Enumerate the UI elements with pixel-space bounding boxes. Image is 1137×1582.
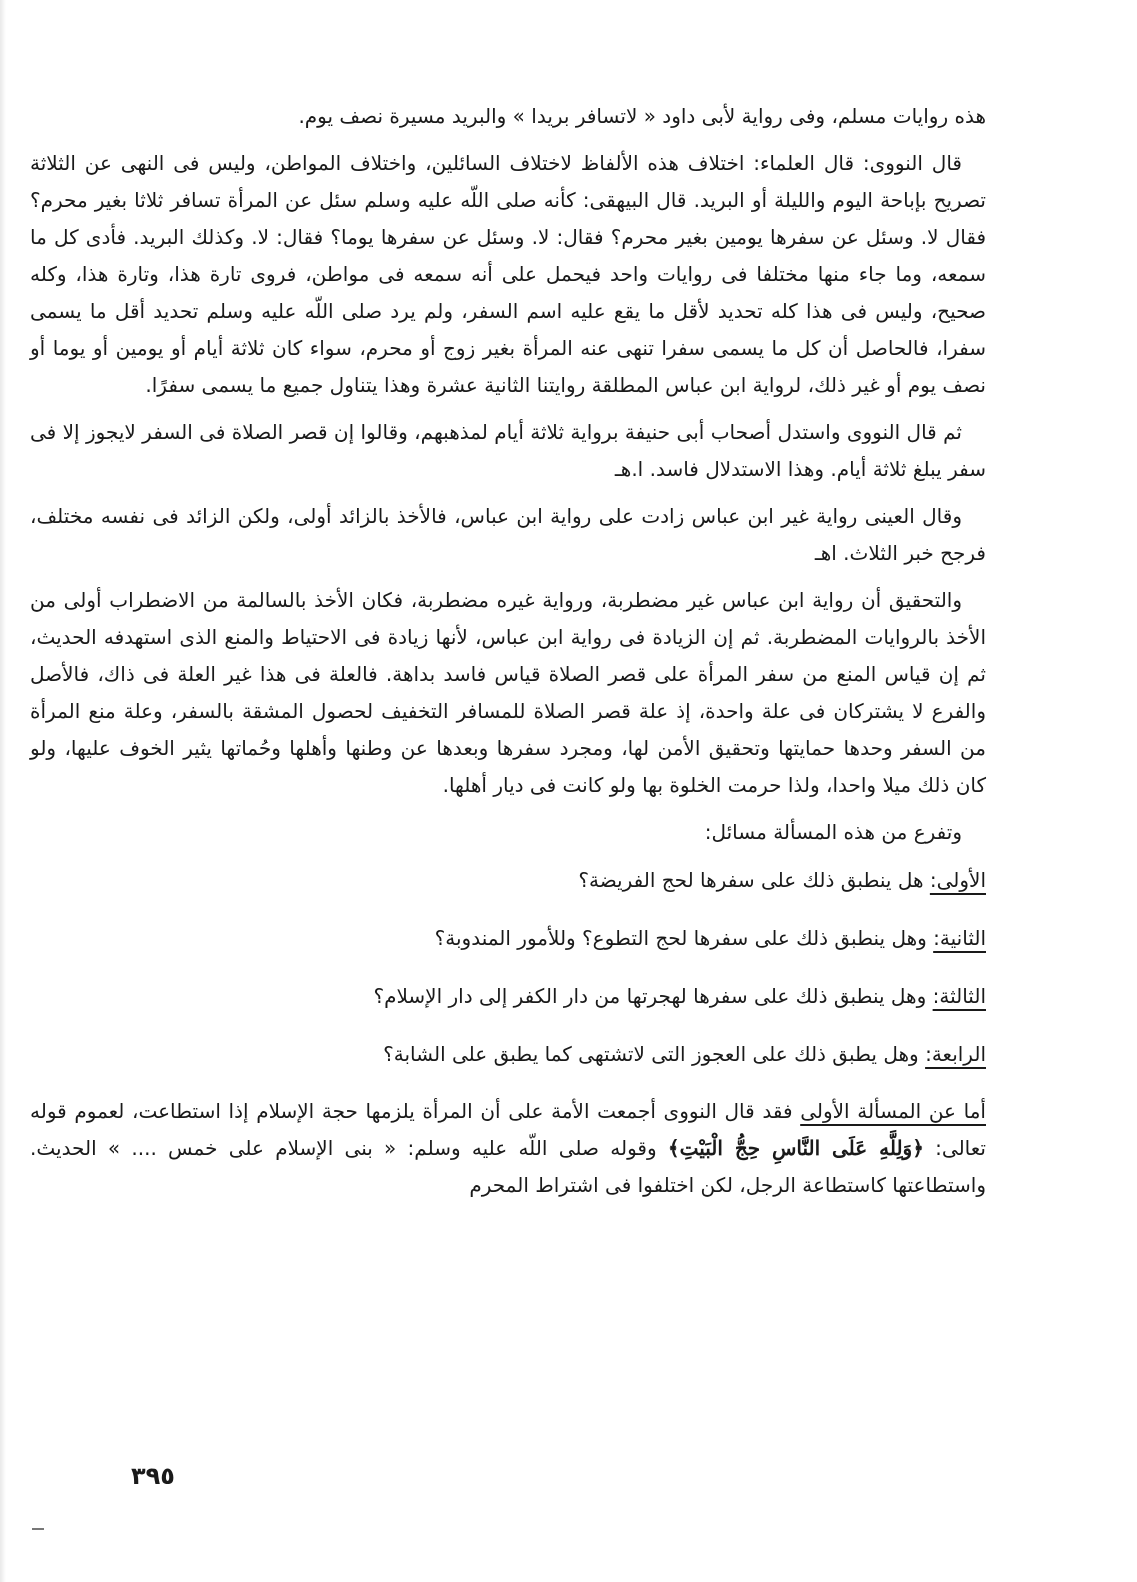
paragraph-last-text-1: فقد قال النووى أجمعت الأمة على أن المرأة يلزمها حجة الإسلام إذا استطاعت، لعموم قوله تعالى: (30, 1099, 986, 1160)
paragraph-last-text-2: وقوله صلى اللّه عليه وسلم: « بنى الإسلام على خمس .... » الحديث. واستطاعتها كاستطاعة الرجل، لكن اختلفوا فى اشتراط المحرم (30, 1136, 986, 1197)
question-2 (30, 923, 986, 953)
paragraph-6: وتفرع من هذه المسألة مسائل: (704, 820, 962, 844)
question-2-label: الثانية: (933, 926, 986, 950)
question-3-label: الثالثة: (932, 984, 986, 1008)
paragraph-last-label: أما عن المسألة الأولى (800, 1099, 986, 1123)
question-3 (30, 981, 986, 1011)
question-4-text: وهل يطبق ذلك على العجوز التى لاتشتهى كما يطبق على الشابة؟ (383, 1042, 926, 1066)
question-2-text: وهل ينطبق ذلك على سفرها لحج التطوع؟ وللأمور المندوبة؟ (434, 926, 934, 950)
page-body (30, 98, 986, 1204)
page-edge-shadow (0, 0, 6, 1582)
quran-verse: ﴿وَلِلَّهِ عَلَى النَّاسِ حِجُّ الْبَيْتِ﴾ (667, 1136, 924, 1160)
question-1 (30, 865, 986, 895)
page-number: ٣٩٥ (131, 1462, 175, 1490)
question-4-label: الرابعة: (925, 1042, 986, 1066)
paragraph-3: ثم قال النووى واستدل أصحاب أبى حنيفة برواية ثلاثة أيام لمذهبهم، وقالوا إن قصر الصلاة فى السفر لايجوز إلا فى سفر يبلغ ثلاثة أيام. وهذا الاستدلال فاسد. ا.هـ (30, 420, 986, 481)
paragraph-2: قال النووى: قال العلماء: اختلاف هذه الألفاظ لاختلاف السائلين، واختلاف المواطن، وليس فى النهى عن الثلاثة تصريح بإباحة اليوم والليلة أو البريد. قال البيهقى: كأنه صلى اللّه عليه وسلم سئل عن المرأة تسافر ثلاثا بغير محرم؟ فقال لا. وسئل عن سفرها يومين بغير محرم؟ فقال: لا. وسئل عن سفرها يوما؟ فقال: لا. وكذلك البريد. فأدى كل ما سمعه، وما جاء منها مختلفا فى روايات واحد فيحمل على أنه سمعه فى مواطن، فروى تارة هذا، وتارة هذا، وكله صحيح، وليس فى هذا كله تحديد لأقل ما يقع عليه اسم السفر، ولم يرد صلى اللّه عليه وسلم تحديد أقل ما يسمى سفرا، فالحاصل أن كل ما يسمى سفرا تنهى عنه المرأة بغير زوج أو محرم، سواء كان ثلاثة أيام أو يومين أو يوما أو نصف يوم أو غير ذلك، لرواية ابن عباس المطلقة روايتنا الثانية عشرة وهذا يتناول جميع ما يسمى سفرًا. (30, 151, 986, 397)
question-4 (30, 1039, 986, 1069)
scan-mark (32, 1528, 44, 1530)
paragraph-5: والتحقيق أن رواية ابن عباس غير مضطربة، ورواية غيره مضطربة، فكان الأخذ بالسالمة من الاضطراب أولى من الأخذ بالروايات المضطربة. ثم إن الزيادة فى رواية ابن عباس، لأنها زيادة فى الاحتياط والمنع الذى استهدفه الحديث، ثم إن قياس المنع من سفر المرأة على قصر الصلاة قياس فاسد بداهة. فالعلة فى هذا غير العلة فى ذاك، فالأصل والفرع لا يشتركان فى علة واحدة، إذ علة قصر الصلاة للمسافر التخفيف لحصول المشقة بالسفر، وعلة منع المرأة من السفر وحدها حمايتها وتحقيق الأمن لها، ومجرد سفرها وبعدها عن وطنها وأهلها وحُماتها يثير الخوف عليها، ولو كان ذلك ميلا واحدا، ولذا حرمت الخلوة بها ولو كانت فى ديار أهلها. (30, 588, 986, 797)
paragraph-last (30, 1093, 986, 1204)
question-1-text: هل ينطبق ذلك على سفرها لحج الفريضة؟ (578, 868, 930, 892)
question-1-label: الأولى: (929, 868, 986, 892)
paragraph-4: وقال العينى رواية غير ابن عباس زادت على رواية ابن عباس، فالأخذ بالزائد أولى، ولكن الزائد فى نفسه مختلف، فرجح خبر الثلاث. اهـ (30, 504, 986, 565)
question-3-text: وهل ينطبق ذلك على سفرها لهجرتها من دار الكفر إلى دار الإسلام؟ (373, 984, 933, 1008)
paragraph-1: هذه روايات مسلم، وفى رواية لأبى داود « لاتسافر بريدا » والبريد مسيرة نصف يوم. (298, 104, 986, 128)
